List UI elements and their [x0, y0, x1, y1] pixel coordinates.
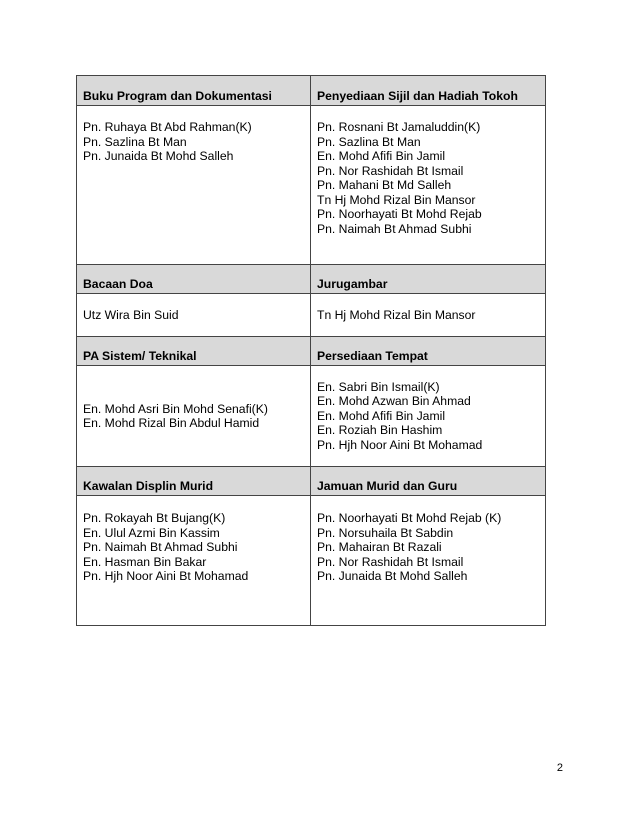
member-cell: [77, 366, 311, 467]
page-number: 2: [556, 762, 563, 774]
section-title: PA Sistem/ Teknikal: [77, 337, 311, 366]
section-title: Kawalan Displin Murid: [77, 467, 311, 496]
member-list: [317, 120, 539, 236]
member-name: Utz Wira Bin Suid: [83, 307, 179, 322]
member-name: Pn. Sazlina Bt Man: [317, 134, 421, 149]
member-name: En. Mohd Rizal Bin Abdul Hamid: [83, 416, 260, 430]
member-name: Pn. Hjh Noor Aini Bt Mohamad: [317, 437, 483, 452]
section-title: Jamuan Murid dan Guru: [311, 467, 546, 496]
member-name: Pn. Mahairan Bt Razali: [317, 540, 442, 554]
member-name: Pn. Noorhayati Bt Mohd Rejab (K): [317, 511, 502, 525]
committee-table: [76, 75, 546, 626]
member-name: En. Ulul Azmi Bin Kassim: [83, 525, 220, 540]
member-name: Pn. Naimah Bt Ahmad Subhi: [317, 221, 472, 236]
member-name: Pn. Rokayah Bt Bujang(K): [83, 511, 226, 525]
section-title: Jurugambar: [311, 265, 546, 294]
member-name: Pn. Rosnani Bt Jamaluddin(K): [317, 120, 481, 134]
member-name: Pn. Naimah Bt Ahmad Subhi: [83, 540, 238, 554]
member-name: Pn. Ruhaya Bt Abd Rahman(K): [83, 120, 252, 134]
member-cell: [311, 496, 546, 626]
member-name: En. Roziah Bin Hashim: [317, 423, 443, 438]
member-name: En. Sabri Bin Ismail(K): [317, 379, 440, 394]
member-name: Pn. Junaida Bt Mohd Salleh: [83, 149, 234, 163]
member-name: En. Hasman Bin Bakar: [83, 554, 207, 569]
member-name: Tn Hj Mohd Rizal Bin Mansor: [317, 307, 476, 322]
member-list: [83, 308, 304, 323]
member-name: En. Mohd Asri Bin Mohd Senafi(K): [83, 401, 268, 416]
member-name: Pn. Mahani Bt Md Salleh: [317, 178, 452, 192]
member-list: [83, 120, 304, 164]
member-name: En. Mohd Afifi Bin Jamil: [317, 408, 446, 423]
section-title: Bacaan Doa: [77, 265, 311, 294]
member-list: [83, 511, 304, 584]
member-list: [83, 402, 304, 431]
member-name: En. Mohd Azwan Bin Ahmad: [317, 394, 471, 409]
section-header-row: [77, 337, 546, 366]
member-name: Pn. Junaida Bt Mohd Salleh: [317, 569, 468, 583]
section-title: Persediaan Tempat: [311, 337, 546, 366]
member-name: Pn. Noorhayati Bt Mohd Rejab: [317, 207, 482, 221]
member-name: Pn. Norsuhaila Bt Sabdin: [317, 525, 454, 540]
member-cell: [311, 106, 546, 265]
section-members-row: [77, 294, 546, 337]
section-header-row: [77, 76, 546, 106]
member-cell: [311, 366, 546, 467]
section-members-row: [77, 496, 546, 626]
section-members-row: [77, 106, 546, 265]
member-cell: [77, 106, 311, 265]
member-name: Pn. Nor Rashidah Bt Ismail: [317, 163, 464, 178]
member-name: En. Mohd Afifi Bin Jamil: [317, 149, 446, 163]
member-name: Pn. Nor Rashidah Bt Ismail: [317, 554, 464, 569]
section-title: Buku Program dan Dokumentasi: [77, 76, 311, 106]
member-list: [317, 308, 539, 323]
member-list: [317, 511, 539, 584]
member-name: Pn. Sazlina Bt Man: [83, 134, 187, 149]
member-name: Pn. Hjh Noor Aini Bt Mohamad: [83, 569, 249, 583]
section-members-row: [77, 366, 546, 467]
member-list: [317, 380, 539, 453]
member-cell: [77, 294, 311, 337]
section-header-row: [77, 265, 546, 294]
section-title: Penyediaan Sijil dan Hadiah Tokoh: [311, 76, 546, 106]
section-header-row: [77, 467, 546, 496]
member-name: Tn Hj Mohd Rizal Bin Mansor: [317, 192, 476, 207]
member-cell: [77, 496, 311, 626]
member-cell: [311, 294, 546, 337]
